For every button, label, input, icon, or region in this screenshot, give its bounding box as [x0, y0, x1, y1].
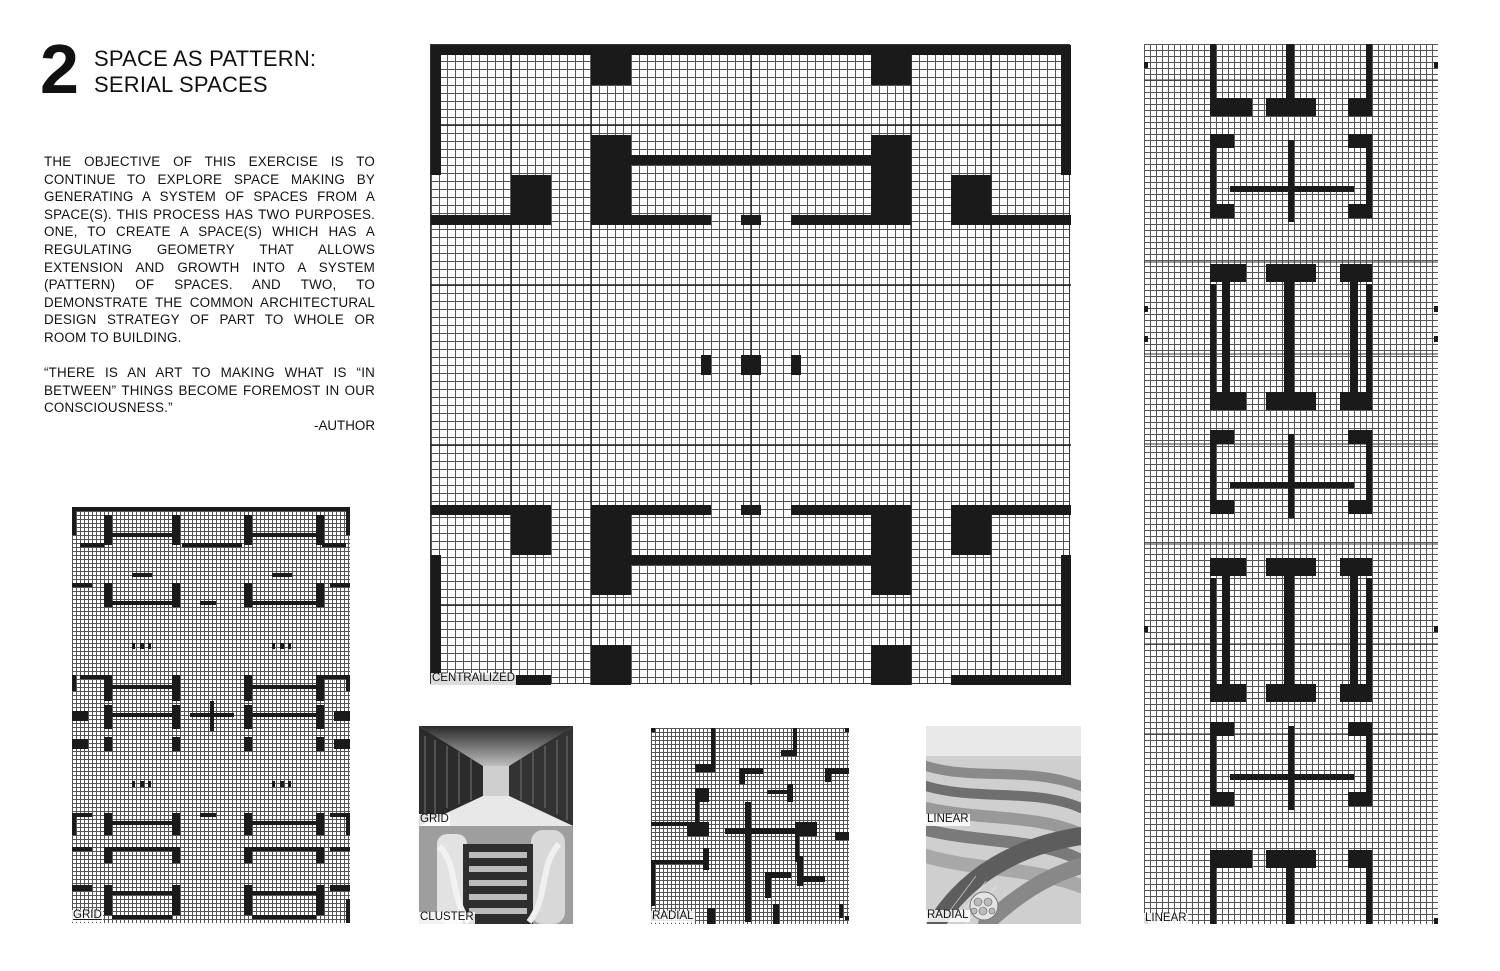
grid-plan-label: GRID [73, 909, 102, 921]
centralized-label: CENTRAILIZED [432, 672, 516, 684]
grid-photo-label: GRID [420, 813, 449, 825]
grid-cluster-photo [419, 726, 573, 924]
radial-plan-drawing [651, 728, 849, 924]
objective-paragraph: THE OBJECTIVE OF THIS EXERCISE IS TO CONTINUE TO EXPLORE SPACE MAKING BY GENERATING A SYSTEM OF SPACES FROM A SPACE(S). THIS PROCESS HAS TWO PURPOSES. ONE, TO CREATE A SPACE(S) WHICH HAS A REGULATING GEOMETRY THAT ALLOWS EXTENSION AND GROWTH INTO A SYSTEM (PATTERN) OF SPACES. AND TWO, TO DEMONSTRATE THE COMMON ARCHITECTURAL DESIGN STRATEGY OF PART TO WHOLE OR ROOM TO BUILDING. [44, 154, 375, 345]
radial-plan [651, 728, 849, 924]
grid-plan [72, 507, 350, 923]
section-number: 2 [40, 30, 77, 108]
quote-author: -AUTHOR [314, 418, 375, 433]
centralized-plan-drawing [431, 45, 1071, 685]
linear-plan-drawing [1144, 44, 1438, 924]
radial-plan-label: RADIAL [652, 910, 694, 922]
radial-photo-label: RADIAL [927, 909, 969, 921]
title-line-2: SERIAL SPACES [94, 72, 268, 97]
page-title [94, 46, 316, 98]
cluster-photo-label: CLUSTER [420, 911, 474, 923]
cable-photo [926, 726, 1081, 924]
linear-photo-label: LINEAR [927, 813, 969, 825]
quote-paragraph: “THERE IS AN ART TO MAKING WHAT IS “IN BETWEEN” THINGS BECOME FOREMOST IN OUR CONSCIOUSNESS.” [44, 365, 375, 416]
linear-plan-label: LINEAR [1145, 912, 1187, 924]
grid-plan-drawing [72, 507, 350, 923]
linear-plan [1144, 44, 1438, 924]
centralized-plan [430, 44, 1070, 684]
title-line-1: SPACE AS PATTERN: [94, 46, 317, 71]
